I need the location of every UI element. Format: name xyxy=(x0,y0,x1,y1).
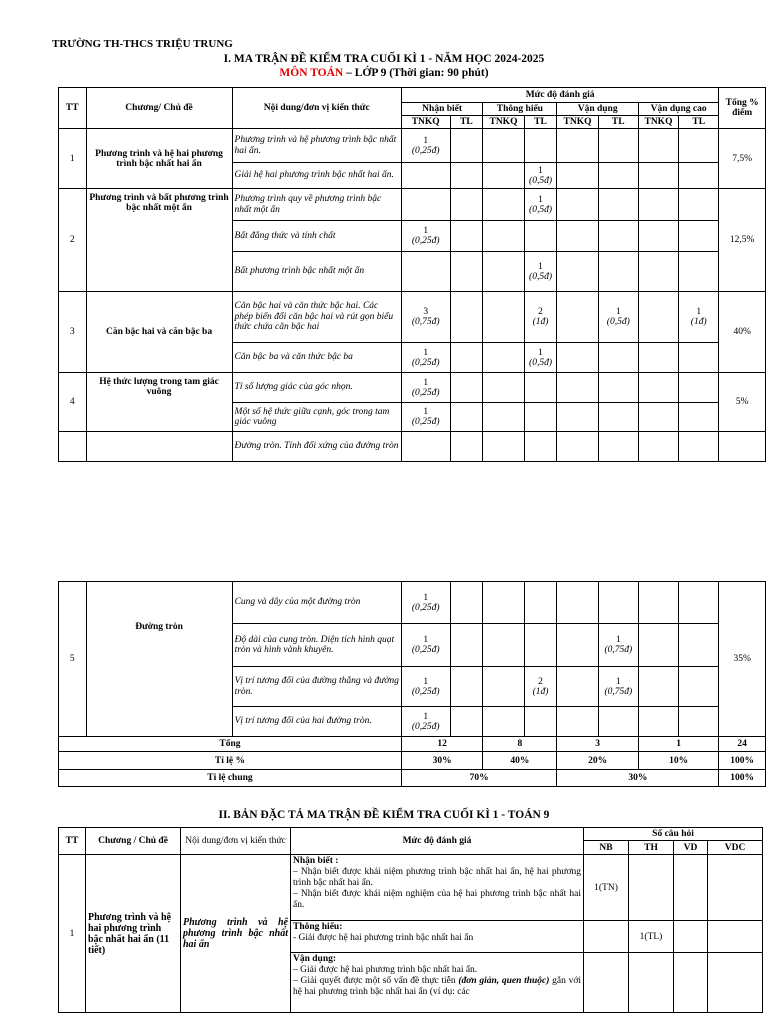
cell-vdc-tnkq xyxy=(638,292,678,343)
header-tnkq: TNKQ xyxy=(638,116,678,129)
cell-vd-tnkq xyxy=(557,582,598,624)
row-content: Vị trí tương đối của đường thẳng và đường tròn. xyxy=(232,667,401,707)
cell-th-tnkq xyxy=(483,292,524,343)
cell-nb-tnkq xyxy=(401,189,450,221)
spec-vd-title: Vận dụng: xyxy=(293,954,337,964)
cell-nb-tnkq: 1 (0,25đ) xyxy=(401,707,450,737)
cell-vdc-tnkq xyxy=(638,707,678,737)
cell-vdc-tl xyxy=(679,343,719,373)
spec-vd-vd-cell xyxy=(674,953,708,1013)
cell-vd-tl: 1 (0,75đ) xyxy=(598,624,638,667)
cell-vdc-tnkq xyxy=(638,667,678,707)
cell-nb-tnkq: 1 (0,25đ) xyxy=(401,221,450,252)
row-total: 35% xyxy=(719,582,766,737)
cell-vdc-tl xyxy=(679,624,719,667)
cell-vdc-tl xyxy=(679,189,719,221)
cell-th-tl: 2 (1đ) xyxy=(524,292,557,343)
cell-th-tl: 2 (1đ) xyxy=(524,667,557,707)
row-total xyxy=(719,432,766,462)
matrix-row xyxy=(59,432,766,462)
cell-vdc-tl xyxy=(679,163,719,189)
spec-row-chapter: Phương trình và hệ hai phương trình bậc nhất hai ẩn (11 tiết) xyxy=(86,855,181,1013)
cell-vd-tnkq xyxy=(557,221,598,252)
cell-vdc-tl xyxy=(679,667,719,707)
sum-vdc: 1 xyxy=(638,737,718,752)
cell-vdc-tl: 1 (1đ) xyxy=(679,292,719,343)
row-chapter: Phương trình và bất phương trình bậc nhất một ẩn xyxy=(86,189,232,292)
cell-nb-tl xyxy=(450,163,483,189)
cell-vdc-tnkq xyxy=(638,343,678,373)
row-tt: 2 xyxy=(59,189,87,292)
spec-row-tt: 1 xyxy=(59,855,86,1013)
row-chapter: Hệ thức lượng trong tam giác vuông xyxy=(86,373,232,432)
spec-th-title: Thông hiểu: xyxy=(293,922,343,932)
cell-vd-tl: 1 (0,75đ) xyxy=(598,667,638,707)
cell-nb-tl xyxy=(450,292,483,343)
cell-nb-tnkq xyxy=(401,432,450,462)
cell-nb-tnkq: 1 (0,25đ) xyxy=(401,373,450,403)
matrix-table-part2 xyxy=(58,581,766,787)
row-chapter: Đường tròn xyxy=(86,582,232,737)
row-content: Bất phương trình bậc nhất một ẩn xyxy=(232,252,401,292)
matrix-row xyxy=(59,189,766,221)
cell-nb-tnkq xyxy=(401,163,450,189)
header-vdc: Vận dụng cao xyxy=(638,103,718,116)
cell-th-tl: 1 (0,5đ) xyxy=(524,163,557,189)
cell-th-tnkq xyxy=(483,163,524,189)
cell-nb-tl xyxy=(450,403,483,432)
header-level: Mức độ đánh giá xyxy=(401,88,718,103)
matrix-row xyxy=(59,129,766,163)
cell-vdc-tnkq xyxy=(638,624,678,667)
cell-th-tl xyxy=(524,129,557,163)
header-tl: TL xyxy=(679,116,719,129)
row-content: Tỉ số lượng giác của góc nhọn. xyxy=(232,373,401,403)
spec-th-nb-cell xyxy=(584,921,629,953)
cell-nb-tnkq: 1 (0,25đ) xyxy=(401,343,450,373)
ratio-label: Tỉ lệ % xyxy=(59,752,402,770)
cell-th-tnkq xyxy=(483,624,524,667)
cell-vdc-tnkq xyxy=(638,163,678,189)
spec-row-content: Phương trình và hệ phương trình bậc nhất hai ẩn xyxy=(181,855,291,1013)
header-chapter: Chương/ Chủ đề xyxy=(86,88,232,129)
row-content: Phương trình quy về phương trình bậc nhất một ẩn xyxy=(232,189,401,221)
cell-vd-tl xyxy=(598,221,638,252)
cell-vdc-tl xyxy=(679,432,719,462)
cell-vd-tnkq xyxy=(557,432,598,462)
cell-nb-tl xyxy=(450,432,483,462)
cell-vd-tnkq xyxy=(557,189,598,221)
spec-header-tt: TT xyxy=(59,828,86,855)
cell-vdc-tl xyxy=(679,403,719,432)
subject-rest: – LỚP 9 (Thời gian: 90 phút) xyxy=(343,67,489,79)
header-tl: TL xyxy=(524,116,557,129)
cell-th-tnkq xyxy=(483,403,524,432)
header-tnkq: TNKQ xyxy=(483,116,524,129)
cell-vdc-tnkq xyxy=(638,189,678,221)
row-content: Căn bậc hai và căn thức bậc hai. Các phép biến đổi căn bậc hai và rút gọn biểu thức chứa căn bậc hai xyxy=(232,292,401,343)
ratio-vdc: 10% xyxy=(638,752,718,770)
ratio-vd: 20% xyxy=(557,752,638,770)
cell-nb-tnkq: 1 (0,25đ) xyxy=(401,624,450,667)
cell-vdc-tnkq xyxy=(638,373,678,403)
cell-vdc-tl xyxy=(679,129,719,163)
cell-vdc-tnkq xyxy=(638,129,678,163)
cell-vd-tl xyxy=(598,129,638,163)
section2-title: II. BẢN ĐẶC TẢ MA TRẬN ĐỀ KIỂM TRA CUỐI KÌ 1 - TOÁN 9 xyxy=(218,809,550,821)
row-tt: 1 xyxy=(59,129,87,189)
header-content: Nội dung/đơn vị kiến thức xyxy=(232,88,401,129)
header-total: Tổng % điểm xyxy=(719,88,766,129)
spec-nb-vdc-cell xyxy=(708,855,763,921)
spec-nb-desc xyxy=(291,855,584,921)
cell-th-tl: 1 (0,5đ) xyxy=(524,343,557,373)
cell-th-tl: 1 (0,5đ) xyxy=(524,252,557,292)
cell-vd-tnkq xyxy=(557,343,598,373)
cell-vd-tl xyxy=(598,582,638,624)
cell-vd-tnkq xyxy=(557,707,598,737)
row-chapter: Căn bậc hai và căn bậc ba xyxy=(86,292,232,373)
cell-th-tl xyxy=(524,624,557,667)
subject-red: MÔN TOÁN xyxy=(279,67,344,79)
cell-nb-tnkq: 1 (0,25đ) xyxy=(401,667,450,707)
cell-nb-tl xyxy=(450,221,483,252)
cell-vdc-tnkq xyxy=(638,221,678,252)
cell-th-tnkq xyxy=(483,667,524,707)
sum-vd: 3 xyxy=(557,737,638,752)
spec-nb-line1: – Nhận biết được khái niệm phương trình bậc nhất hai ẩn, hệ hai phương trình bậc nhất hai ẩn. xyxy=(293,866,581,888)
row-total: 5% xyxy=(719,373,766,432)
sum-nb: 12 xyxy=(401,737,482,752)
header-nb: Nhận biết xyxy=(401,103,482,116)
cell-vd-tl xyxy=(598,707,638,737)
spec-nb-title: Nhận biết : xyxy=(293,856,339,866)
common-total: 100% xyxy=(719,770,766,787)
common-b: 30% xyxy=(557,770,719,787)
row-content: Một số hệ thức giữa cạnh, góc trong tam giác vuông xyxy=(232,403,401,432)
header-tt: TT xyxy=(59,88,87,129)
cell-vdc-tnkq xyxy=(638,252,678,292)
ratio-nb: 30% xyxy=(401,752,482,770)
header-tl: TL xyxy=(598,116,638,129)
header-th: Thông hiểu xyxy=(483,103,557,116)
cell-nb-tnkq: 1 (0,25đ) xyxy=(401,403,450,432)
cell-nb-tl xyxy=(450,252,483,292)
cell-vd-tnkq xyxy=(557,403,598,432)
cell-vd-tnkq xyxy=(557,292,598,343)
cell-nb-tl xyxy=(450,582,483,624)
spec-th-desc xyxy=(291,921,584,953)
spec-th-count: 1(TL) xyxy=(629,921,674,953)
cell-vd-tl xyxy=(598,163,638,189)
cell-th-tl xyxy=(524,403,557,432)
spec-vd-vdc-cell xyxy=(708,953,763,1013)
cell-nb-tl xyxy=(450,189,483,221)
cell-nb-tl xyxy=(450,343,483,373)
cell-th-tnkq xyxy=(483,252,524,292)
cell-vd-tnkq xyxy=(557,163,598,189)
spec-vd-line1: – Giải được hệ hai phương trình bậc nhất hai ẩn. xyxy=(293,964,478,975)
cell-vd-tnkq xyxy=(557,624,598,667)
cell-vdc-tnkq xyxy=(638,432,678,462)
common-label: Tỉ lệ chung xyxy=(59,770,402,787)
cell-th-tnkq xyxy=(483,373,524,403)
row-tt: 5 xyxy=(59,582,87,737)
cell-vd-tnkq xyxy=(557,252,598,292)
spec-vd-th-cell xyxy=(629,953,674,1013)
cell-nb-tnkq: 1 (0,25đ) xyxy=(401,129,450,163)
spec-th-vd-cell xyxy=(674,921,708,953)
cell-vdc-tl xyxy=(679,707,719,737)
cell-vd-tl: 1 (0,5đ) xyxy=(598,292,638,343)
spec-th-vdc-cell xyxy=(708,921,763,953)
spec-header-chapter: Chương / Chủ đề xyxy=(86,828,181,855)
row-chapter: Phương trình và hệ hai phương trình bậc nhất hai ẩn xyxy=(86,129,232,189)
cell-vd-tl xyxy=(598,432,638,462)
spec-nb-count: 1(TN) xyxy=(584,855,629,921)
cell-vd-tl xyxy=(598,252,638,292)
cell-th-tl xyxy=(524,432,557,462)
spec-table xyxy=(58,827,763,1013)
spec-vd-desc xyxy=(291,953,584,1013)
cell-vd-tnkq xyxy=(557,373,598,403)
sum-label: Tổng xyxy=(59,737,402,752)
matrix-table-part1 xyxy=(58,87,766,462)
spec-th-line1: - Giải được hệ hai phương trình bậc nhất hai ẩn xyxy=(293,932,474,943)
common-a: 70% xyxy=(401,770,557,787)
cell-nb-tl xyxy=(450,667,483,707)
row-tt: 4 xyxy=(59,373,87,432)
matrix-row xyxy=(59,582,766,624)
cell-nb-tnkq: 1 (0,25đ) xyxy=(401,582,450,624)
row-content: Cung và dây của một đường tròn xyxy=(232,582,401,624)
cell-th-tl xyxy=(524,582,557,624)
cell-nb-tnkq xyxy=(401,252,450,292)
row-total: 12,5% xyxy=(719,189,766,292)
row-content: Căn bậc ba và căn thức bậc ba xyxy=(232,343,401,373)
cell-th-tl: 1 (0,5đ) xyxy=(524,189,557,221)
cell-vdc-tl xyxy=(679,582,719,624)
cell-th-tnkq xyxy=(483,343,524,373)
spec-header-count: Số câu hỏi xyxy=(584,828,763,841)
row-content: Bất đẳng thức và tính chất xyxy=(232,221,401,252)
spec-nb-vd-cell xyxy=(674,855,708,921)
school-name: TRƯỜNG TH-THCS TRIỆU TRUNG xyxy=(52,38,233,50)
row-content: Độ dài của cung tròn. Diện tích hình quạt tròn và hình vành khuyên. xyxy=(232,624,401,667)
cell-th-tnkq xyxy=(483,582,524,624)
row-tt xyxy=(59,432,87,462)
cell-th-tnkq xyxy=(483,221,524,252)
cell-th-tl xyxy=(524,707,557,737)
cell-th-tnkq xyxy=(483,707,524,737)
row-content: Vị trí tương đối của hai đường tròn. xyxy=(232,707,401,737)
cell-th-tl xyxy=(524,373,557,403)
row-content: Đường tròn. Tính đối xứng của đường tròn xyxy=(232,432,401,462)
ratio-th: 40% xyxy=(483,752,557,770)
spec-header-vdc: VDC xyxy=(708,841,763,855)
cell-vd-tnkq xyxy=(557,667,598,707)
cell-nb-tnkq: 3 (0,75đ) xyxy=(401,292,450,343)
header-tl: TL xyxy=(450,116,483,129)
spec-header-level: Mức độ đánh giá xyxy=(291,828,584,855)
cell-vd-tnkq xyxy=(557,129,598,163)
spec-header-content: Nội dung/đơn vị kiến thức xyxy=(181,828,291,855)
cell-vd-tl xyxy=(598,403,638,432)
cell-vdc-tnkq xyxy=(638,582,678,624)
row-tt: 3 xyxy=(59,292,87,373)
cell-th-tl xyxy=(524,221,557,252)
spec-header-th: TH xyxy=(629,841,674,855)
row-content: Giải hệ hai phương trình bậc nhất hai ẩn. xyxy=(232,163,401,189)
row-total: 7,5% xyxy=(719,129,766,189)
cell-vdc-tnkq xyxy=(638,403,678,432)
cell-nb-tl xyxy=(450,129,483,163)
spec-vd-line2: – Giải quyết được một số vấn đề thực tiễn (đơn giản, quen thuộc) gắn với hệ hai phương trình bậc nhất hai ẩn (ví dụ: các xyxy=(293,975,581,997)
cell-vd-tl xyxy=(598,343,638,373)
cell-nb-tl xyxy=(450,707,483,737)
cell-vdc-tl xyxy=(679,252,719,292)
row-content: Phương trình và hệ phương trình bậc nhất hai ẩn. xyxy=(232,129,401,163)
cell-vdc-tl xyxy=(679,373,719,403)
cell-th-tnkq xyxy=(483,432,524,462)
cell-nb-tl xyxy=(450,373,483,403)
ratio-total: 100% xyxy=(719,752,766,770)
row-chapter xyxy=(86,432,232,462)
cell-nb-tl xyxy=(450,624,483,667)
spec-vd-nb-cell xyxy=(584,953,629,1013)
cell-vd-tl xyxy=(598,189,638,221)
sum-total: 24 xyxy=(719,737,766,752)
matrix-title: I. MA TRẬN ĐỀ KIỂM TRA CUỐI KÌ 1 - NĂM HỌC 2024-2025 xyxy=(223,53,545,65)
spec-nb-line2: – Nhận biết được khái niệm nghiệm của hệ hai phương trình bậc nhất hai ẩn. xyxy=(293,888,581,910)
header-vd: Vận dụng xyxy=(557,103,638,116)
cell-th-tnkq xyxy=(483,129,524,163)
subject-line xyxy=(0,67,768,79)
spec-nb-th-cell xyxy=(629,855,674,921)
matrix-row xyxy=(59,373,766,403)
cell-th-tnkq xyxy=(483,189,524,221)
sum-th: 8 xyxy=(483,737,557,752)
spec-header-nb: NB xyxy=(584,841,629,855)
matrix-row xyxy=(59,292,766,343)
spec-header-vd: VD xyxy=(674,841,708,855)
row-total: 40% xyxy=(719,292,766,373)
header-tnkq: TNKQ xyxy=(401,116,450,129)
header-tnkq: TNKQ xyxy=(557,116,598,129)
cell-vdc-tl xyxy=(679,221,719,252)
cell-vd-tl xyxy=(598,373,638,403)
